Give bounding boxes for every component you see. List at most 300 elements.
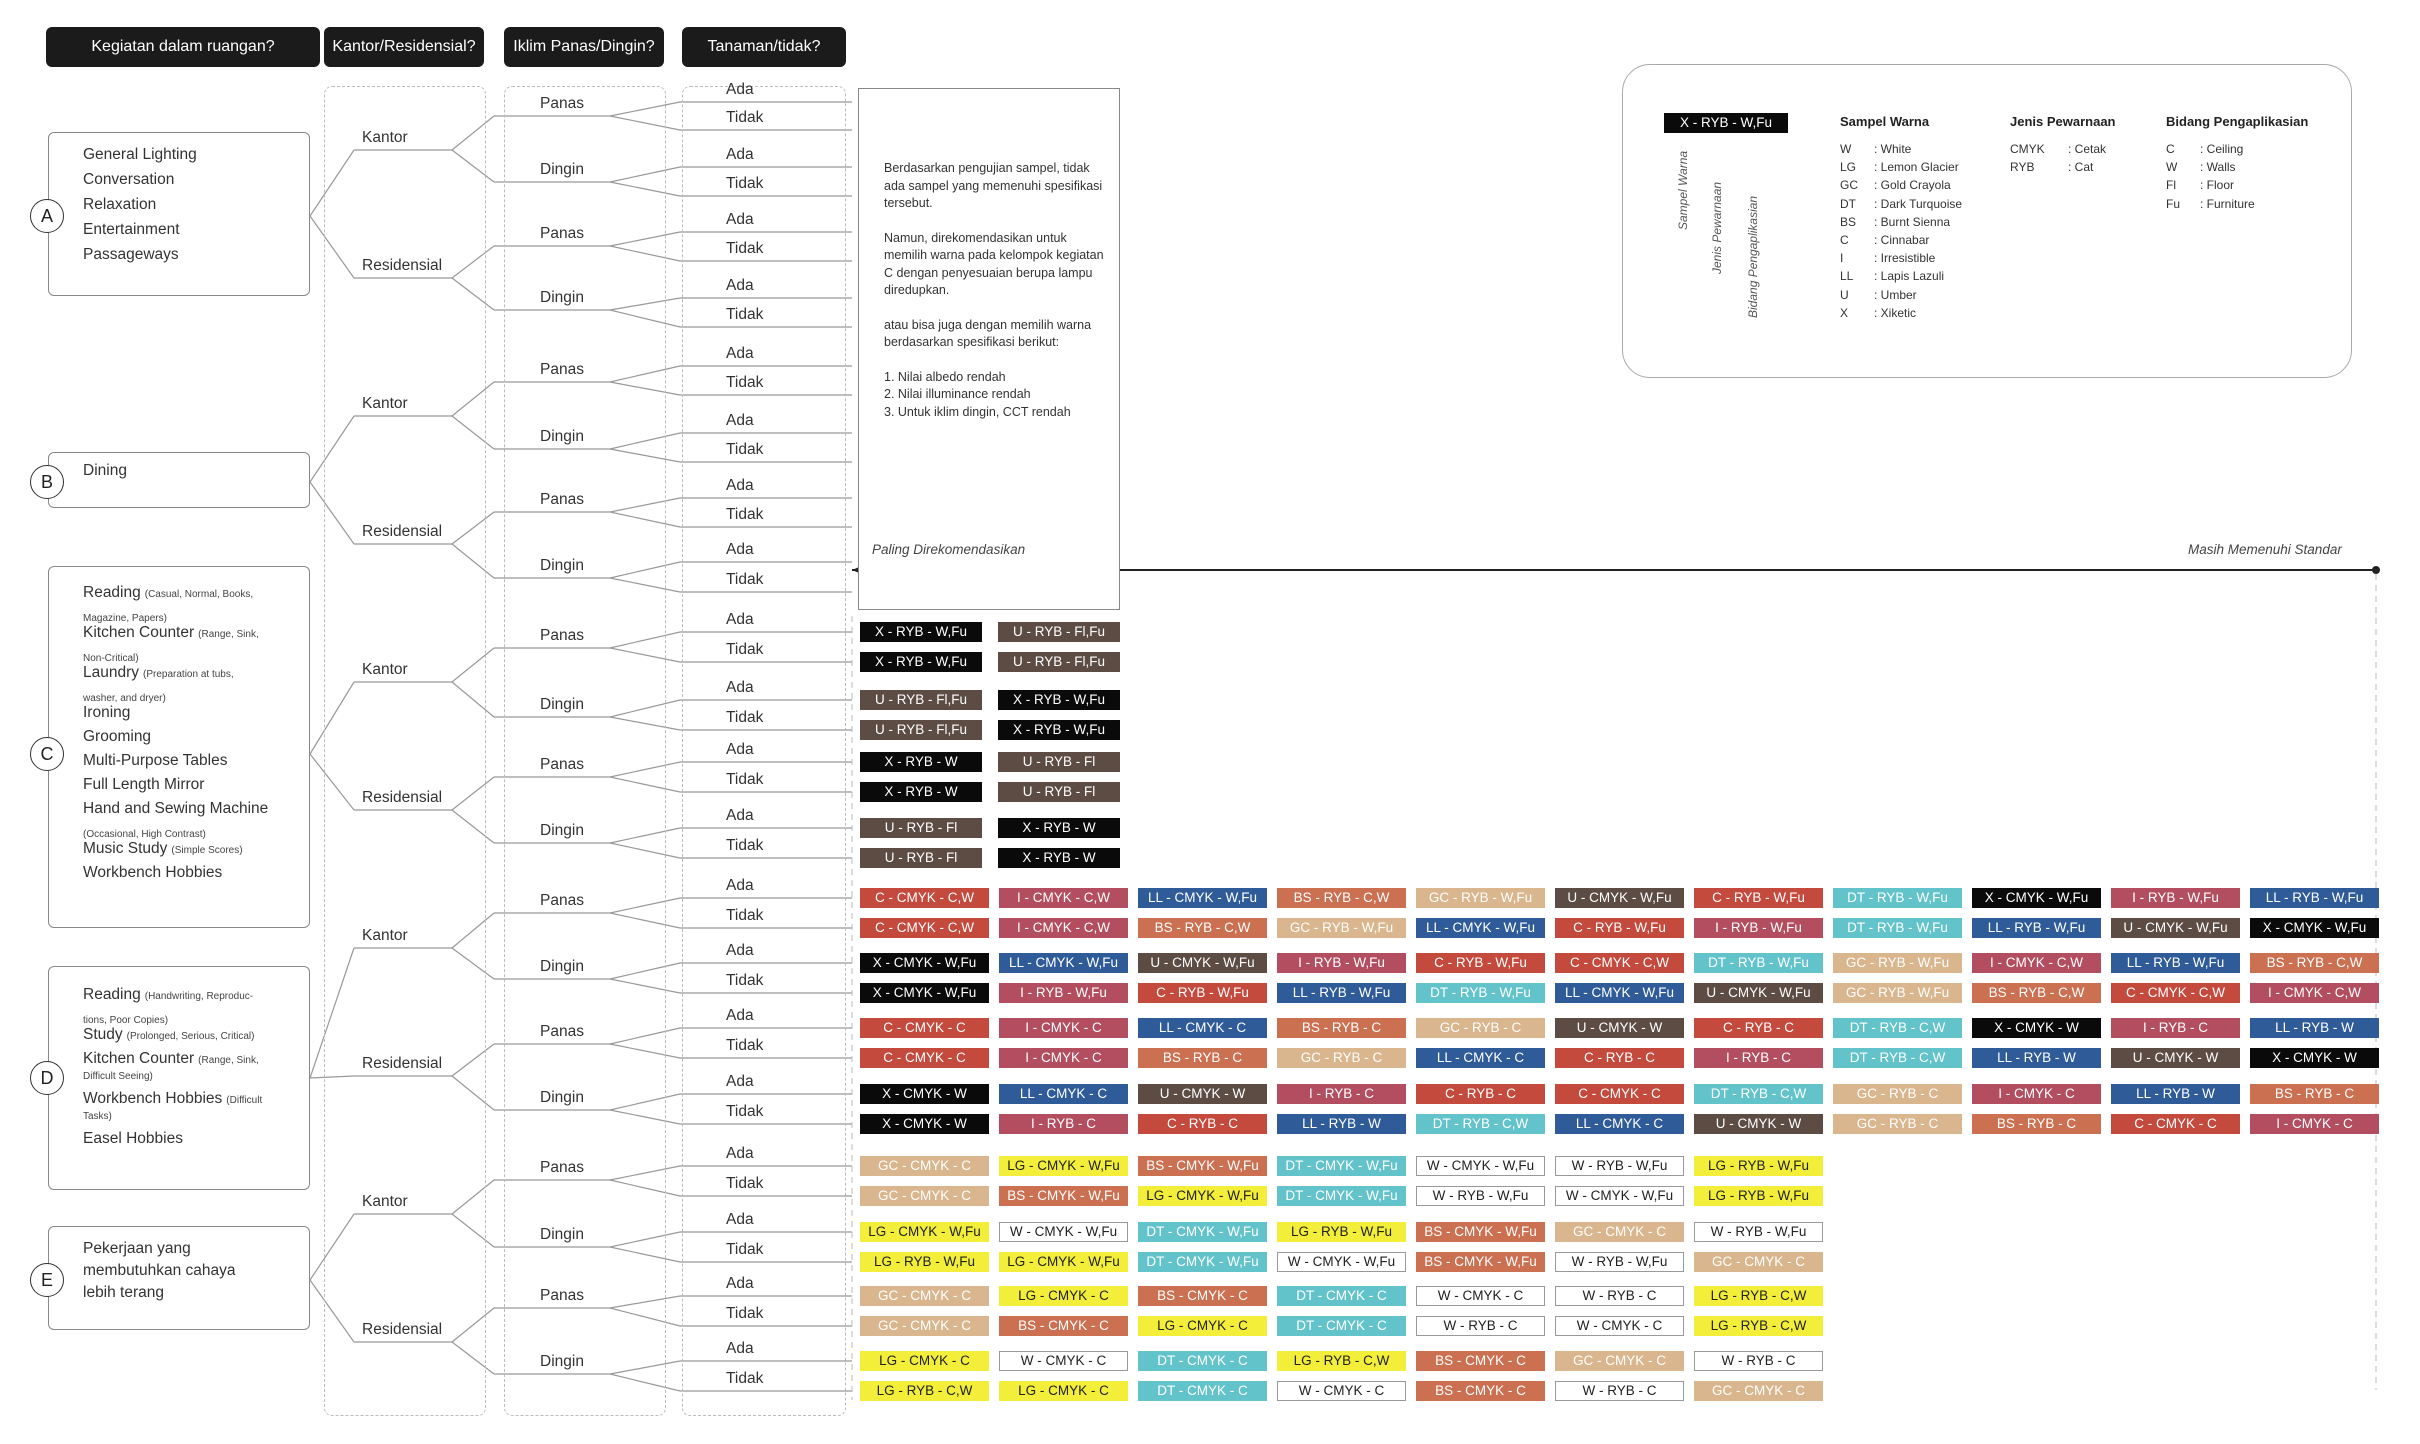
color-sample-chip: DT - RYB - W,Fu — [1416, 983, 1545, 1003]
activity-name: Conversation — [83, 171, 175, 188]
climate-label: Dingin — [540, 1089, 584, 1106]
color-sample-chip: GC - CMYK - C — [1555, 1351, 1684, 1371]
color-sample-chip: LL - RYB - W,Fu — [2111, 953, 2240, 973]
color-sample-chip: W - CMYK - C — [1416, 1286, 1545, 1306]
activity-line — [83, 1240, 191, 1258]
color-sample-chip: LG - CMYK - W,Fu — [999, 1156, 1128, 1176]
legend-meaning: : Dark Turquoise — [1874, 196, 1963, 211]
plant-label: Ada — [726, 541, 754, 558]
color-sample-chip: LL - CMYK - C — [999, 1084, 1128, 1104]
activity-name: Study — [83, 1026, 123, 1043]
dashed-column-4 — [682, 86, 846, 1416]
legend-code: GC — [1840, 178, 1858, 193]
color-sample-chip: U - RYB - Fl — [998, 752, 1120, 772]
activity-name: Hand and Sewing Machine — [83, 800, 269, 817]
activity-detail: washer, and dryer) — [83, 693, 166, 704]
color-sample-chip: DT - RYB - C,W — [1694, 1084, 1823, 1104]
color-sample-chip: W - RYB - C — [1555, 1286, 1684, 1306]
color-sample-chip: LL - RYB - W — [2111, 1084, 2240, 1104]
color-sample-chip: I - RYB - C — [1277, 1084, 1406, 1104]
color-sample-chip: GC - RYB - W,Fu — [1277, 918, 1406, 938]
color-sample-chip: DT - RYB - C,W — [1833, 1048, 1962, 1068]
plant-label: Tidak — [726, 1370, 764, 1387]
activity-detail: Magazine, Papers) — [83, 613, 167, 624]
color-sample-chip: I - CMYK - C — [1972, 1084, 2101, 1104]
plant-label: Ada — [726, 277, 754, 294]
color-sample-chip: LL - CMYK - W,Fu — [1138, 888, 1267, 908]
legend-code: W — [2166, 160, 2178, 175]
color-sample-chip: W - CMYK - C — [1277, 1381, 1406, 1401]
activity-line — [83, 624, 259, 642]
color-sample-chip: LG - RYB - C,W — [860, 1381, 989, 1401]
color-sample-chip: W - RYB - C — [1694, 1351, 1823, 1371]
color-sample-chip: W - CMYK - W,Fu — [1416, 1156, 1545, 1176]
color-sample-chip: C - RYB - W,Fu — [1694, 888, 1823, 908]
color-sample-chip: DT - CMYK - C — [1277, 1286, 1406, 1306]
climate-label: Panas — [540, 1023, 584, 1040]
color-sample-chip: LG - CMYK - W,Fu — [1138, 1186, 1267, 1206]
plant-label: Tidak — [726, 1175, 764, 1192]
climate-label: Panas — [540, 892, 584, 909]
activity-detail: (Occasional, High Contrast) — [83, 829, 206, 840]
color-sample-chip: U - RYB - Fl,Fu — [860, 690, 982, 710]
type-label: Residensial — [362, 523, 443, 540]
activity-name: Reading — [83, 986, 141, 1003]
color-sample-chip: C - CMYK - C — [2111, 1114, 2240, 1134]
plant-label: Ada — [726, 81, 754, 98]
group-box-c — [48, 566, 310, 928]
type-label: Residensial — [362, 257, 443, 274]
color-sample-chip: BS - CMYK - W,Fu — [1416, 1222, 1545, 1242]
color-sample-chip: BS - RYB - C — [1138, 1048, 1267, 1068]
plant-label: Tidak — [726, 506, 764, 523]
activity-line — [83, 462, 127, 480]
note-paragraph: 2. Nilai illuminance rendah — [884, 387, 1031, 401]
color-sample-chip: DT - CMYK - C — [1277, 1316, 1406, 1336]
group-letter-a: A — [30, 199, 64, 233]
color-sample-chip: C - CMYK - C — [1555, 1084, 1684, 1104]
color-sample-chip: LL - CMYK - W,Fu — [1555, 983, 1684, 1003]
color-sample-chip: GC - CMYK - C — [860, 1156, 989, 1176]
arrow-end-dot — [2372, 566, 2380, 574]
plant-label: Ada — [726, 741, 754, 758]
color-sample-chip: BS - CMYK - W,Fu — [1138, 1156, 1267, 1176]
legend-code: RYB — [2010, 160, 2035, 175]
color-sample-chip: C - RYB - C — [1694, 1018, 1823, 1038]
note-paragraph: atau bisa juga dengan memilih warna berdasarkan spesifikasi berikut: — [884, 317, 1092, 349]
legend-section-title: Sampel Warna — [1840, 114, 1930, 129]
color-sample-chip: C - CMYK - C,W — [860, 888, 989, 908]
color-sample-chip: LL - CMYK - W,Fu — [999, 953, 1128, 973]
plant-label: Ada — [726, 679, 754, 696]
color-sample-chip: C - CMYK - C,W — [860, 918, 989, 938]
color-sample-chip: I - RYB - C — [2111, 1018, 2240, 1038]
color-sample-chip: W - RYB - W,Fu — [1555, 1252, 1684, 1272]
climate-label: Dingin — [540, 161, 584, 178]
color-sample-chip: W - RYB - W,Fu — [1694, 1222, 1823, 1242]
color-sample-chip: GC - CMYK - C — [1694, 1252, 1823, 1272]
color-sample-chip: GC - CMYK - C — [860, 1286, 989, 1306]
color-sample-chip: LL - RYB - W — [2250, 1018, 2379, 1038]
activity-name: Entertainment — [83, 221, 180, 238]
color-sample-chip: GC - RYB - C — [1416, 1018, 1545, 1038]
legend-code: LG — [1840, 160, 1857, 175]
type-label: Residensial — [362, 789, 443, 806]
activity-detail: Non-Critical) — [83, 653, 139, 664]
color-sample-chip: X - CMYK - W,Fu — [860, 983, 989, 1003]
color-sample-chip: X - CMYK - W — [860, 1114, 989, 1134]
header-2: Kantor/Residensial? — [324, 27, 484, 67]
activity-name: Pekerjaan yang — [83, 1240, 191, 1257]
color-sample-chip: GC - RYB - W,Fu — [1833, 983, 1962, 1003]
color-sample-chip: I - CMYK - C — [2250, 1114, 2379, 1134]
plant-label: Ada — [726, 611, 754, 628]
legend-meaning: : Irresistible — [1874, 251, 1936, 266]
group-box-b — [48, 452, 310, 508]
color-sample-chip: U - CMYK - W — [1555, 1018, 1684, 1038]
color-sample-chip: BS - CMYK - W,Fu — [999, 1186, 1128, 1206]
activity-detail: Difficult Seeing) — [83, 1071, 153, 1082]
color-sample-chip: DT - CMYK - W,Fu — [1277, 1156, 1406, 1176]
color-sample-chip: LL - CMYK - C — [1138, 1018, 1267, 1038]
dashed-column-2 — [324, 86, 486, 1416]
legend-meaning: : Ceiling — [2200, 142, 2244, 156]
color-sample-chip: GC - CMYK - C — [1555, 1222, 1684, 1242]
plant-label: Tidak — [726, 571, 764, 588]
color-sample-chip: LL - CMYK - W,Fu — [1416, 918, 1545, 938]
color-sample-chip: W - CMYK - W,Fu — [1277, 1252, 1406, 1272]
color-sample-chip: GC - RYB - W,Fu — [1833, 953, 1962, 973]
legend-meaning: : White — [1874, 142, 1912, 156]
color-sample-chip: X - RYB - W — [860, 782, 982, 802]
color-sample-chip: W - CMYK - C — [999, 1351, 1128, 1371]
activity-line — [83, 728, 151, 746]
legend-section-title: Bidang Pengaplikasian — [2166, 114, 2309, 129]
type-label: Residensial — [362, 1055, 443, 1072]
activity-name: Easel Hobbies — [83, 1130, 183, 1147]
header-3: Iklim Panas/Dingin? — [504, 27, 664, 67]
color-sample-chip: DT - RYB - W,Fu — [1833, 888, 1962, 908]
activity-line — [83, 986, 253, 1004]
color-sample-chip: W - CMYK - W,Fu — [1555, 1186, 1684, 1206]
color-sample-chip: BS - CMYK - C — [1416, 1351, 1545, 1371]
color-sample-chip: I - RYB - W,Fu — [1694, 918, 1823, 938]
legend-meaning: : Walls — [2200, 160, 2236, 175]
activity-name: Relaxation — [83, 196, 157, 213]
legend-code: DT — [1840, 196, 1856, 211]
color-sample-chip: C - RYB - C — [1138, 1114, 1267, 1134]
plant-label: Ada — [726, 146, 754, 163]
color-sample-chip: LG - CMYK - C — [999, 1381, 1128, 1401]
climate-label: Panas — [540, 95, 584, 112]
color-sample-chip: DT - RYB - C,W — [1416, 1114, 1545, 1134]
activity-line — [83, 1262, 236, 1280]
color-sample-chip: X - CMYK - W — [860, 1084, 989, 1104]
legend-code: C — [1840, 233, 1849, 247]
climate-label: Panas — [540, 756, 584, 773]
activity-name: Full Length Mirror — [83, 776, 205, 793]
plant-label: Ada — [726, 1340, 754, 1357]
plant-label: Tidak — [726, 374, 764, 391]
plant-label: Ada — [726, 345, 754, 362]
dashed-column-3 — [504, 86, 666, 1416]
color-sample-chip: DT - CMYK - C — [1138, 1351, 1267, 1371]
legend-meaning: : Gold Crayola — [1874, 178, 1951, 193]
activity-line — [83, 584, 253, 602]
color-sample-chip: X - CMYK - W,Fu — [860, 953, 989, 973]
legend-vertical-label: Sampel Warna — [1676, 150, 1690, 230]
color-sample-chip: GC - RYB - W,Fu — [1416, 888, 1545, 908]
color-sample-chip: DT - CMYK - W,Fu — [1138, 1222, 1267, 1242]
climate-label: Dingin — [540, 557, 584, 574]
color-sample-chip: I - CMYK - C — [999, 1018, 1128, 1038]
activity-name: Laundry — [83, 664, 140, 681]
color-sample-chip: LG - RYB - C,W — [1277, 1351, 1406, 1371]
color-sample-chip: DT - CMYK - W,Fu — [1138, 1252, 1267, 1272]
color-sample-chip: C - RYB - W,Fu — [1138, 983, 1267, 1003]
climate-label: Dingin — [540, 1353, 584, 1370]
activity-line — [83, 146, 197, 164]
color-sample-chip: C - CMYK - C,W — [2111, 983, 2240, 1003]
color-sample-chip: W - RYB - C — [1555, 1381, 1684, 1401]
color-sample-chip: BS - RYB - C,W — [2250, 953, 2379, 973]
activity-detail: tions, Poor Copies) — [83, 1015, 169, 1026]
color-sample-chip: LL - CMYK - C — [1555, 1114, 1684, 1134]
color-sample-chip: BS - RYB - C,W — [1972, 983, 2101, 1003]
color-sample-chip: U - CMYK - W,Fu — [1555, 888, 1684, 908]
color-sample-chip: U - RYB - Fl,Fu — [860, 720, 982, 740]
legend-meaning: : Lemon Glacier — [1874, 160, 1959, 175]
activity-detail: (Handwriting, Reproduc- — [144, 991, 254, 1002]
activity-name: Reading — [83, 584, 141, 601]
color-sample-chip: U - CMYK - W — [2111, 1048, 2240, 1068]
climate-label: Panas — [540, 1159, 584, 1176]
activity-line — [83, 1066, 153, 1084]
arrow-label-right: Masih Memenuhi Standar — [2188, 542, 2342, 557]
legend-code: BS — [1840, 214, 1857, 229]
group-letter-c: C — [30, 737, 64, 771]
type-label: Kantor — [362, 927, 408, 944]
color-sample-chip: GC - CMYK - C — [860, 1316, 989, 1336]
color-sample-chip: I - RYB - C — [999, 1114, 1128, 1134]
color-sample-chip: LL - RYB - W — [1972, 1048, 2101, 1068]
plant-label: Tidak — [726, 907, 764, 924]
color-sample-chip: DT - CMYK - W,Fu — [1277, 1186, 1406, 1206]
activity-line — [83, 246, 179, 264]
color-sample-chip: X - CMYK - W,Fu — [2250, 918, 2379, 938]
activity-line — [83, 221, 180, 239]
legend-code: U — [1840, 287, 1849, 302]
color-sample-chip: U - CMYK - W,Fu — [1138, 953, 1267, 973]
legend-meaning: : Xiketic — [1874, 305, 1917, 320]
climate-label: Dingin — [540, 428, 584, 445]
climate-label: Panas — [540, 491, 584, 508]
plant-label: Ada — [726, 1275, 754, 1292]
color-sample-chip: X - RYB - W — [998, 848, 1120, 868]
plant-label: Tidak — [726, 1103, 764, 1120]
legend-code: Fl — [2166, 178, 2176, 193]
plant-label: Tidak — [726, 641, 764, 658]
legend-meaning: : Cetak — [2068, 142, 2107, 156]
note-text — [884, 160, 1104, 421]
climate-label: Dingin — [540, 289, 584, 306]
activity-line — [83, 196, 156, 214]
climate-label: Dingin — [540, 696, 584, 713]
plant-label: Tidak — [726, 837, 764, 854]
plant-label: Ada — [726, 1145, 754, 1162]
type-label: Kantor — [362, 661, 408, 678]
color-sample-chip: LL - CMYK - C — [1416, 1048, 1545, 1068]
color-sample-chip: GC - RYB - C — [1833, 1084, 1962, 1104]
color-sample-chip: X - CMYK - W,Fu — [1972, 888, 2101, 908]
climate-label: Dingin — [540, 958, 584, 975]
group-letter-d: D — [30, 1061, 64, 1095]
color-sample-chip: C - CMYK - C,W — [1555, 953, 1684, 973]
color-sample-chip: LG - RYB - C,W — [1694, 1316, 1823, 1336]
plant-label: Tidak — [726, 441, 764, 458]
color-sample-chip: LG - CMYK - W,Fu — [860, 1222, 989, 1242]
plant-label: Ada — [726, 1073, 754, 1090]
plant-label: Ada — [726, 1211, 754, 1228]
color-sample-chip: U - CMYK - W — [1694, 1114, 1823, 1134]
note-paragraph: 3. Untuk iklim dingin, CCT rendah — [884, 404, 1071, 419]
legend-section-title: Jenis Pewarnaan — [2010, 114, 2116, 129]
color-sample-chip: DT - CMYK - C — [1138, 1381, 1267, 1401]
activity-name: Workbench Hobbies — [83, 864, 223, 881]
color-sample-chip: I - RYB - W,Fu — [2111, 888, 2240, 908]
color-sample-chip: C - RYB - W,Fu — [1555, 918, 1684, 938]
color-sample-chip: X - RYB - W,Fu — [860, 652, 982, 672]
legend-code: Fu — [2166, 196, 2181, 211]
activity-name: Ironing — [83, 704, 131, 721]
color-sample-chip: U - RYB - Fl,Fu — [998, 622, 1120, 642]
activity-line — [83, 752, 227, 770]
color-sample-chip: LG - CMYK - C — [999, 1286, 1128, 1306]
climate-label: Dingin — [540, 822, 584, 839]
color-sample-chip: C - RYB - W,Fu — [1416, 953, 1545, 973]
plant-label: Tidak — [726, 771, 764, 788]
activity-name: Kitchen Counter — [83, 1050, 195, 1067]
color-sample-chip: LG - CMYK - C — [860, 1351, 989, 1371]
color-sample-chip: C - RYB - C — [1555, 1048, 1684, 1068]
color-sample-chip: X - CMYK - W — [1972, 1018, 2101, 1038]
color-sample-chip: DT - RYB - W,Fu — [1833, 918, 1962, 938]
plant-label: Tidak — [726, 240, 764, 257]
activity-line — [83, 1130, 183, 1148]
color-sample-chip: BS - RYB - C — [1277, 1018, 1406, 1038]
activity-line — [83, 704, 130, 722]
color-sample-chip: X - RYB - W — [860, 752, 982, 772]
type-label: Kantor — [362, 395, 408, 412]
color-sample-chip: U - RYB - Fl,Fu — [998, 652, 1120, 672]
color-sample-chip: I - CMYK - C,W — [999, 918, 1128, 938]
plant-label: Ada — [726, 942, 754, 959]
plant-label: Tidak — [726, 1241, 764, 1258]
legend-code: CMYK — [2010, 142, 2045, 156]
legend-meaning: : Lapis Lazuli — [1874, 269, 1945, 284]
color-sample-chip: I - RYB - W,Fu — [1277, 953, 1406, 973]
plant-label: Ada — [726, 477, 754, 494]
plant-label: Tidak — [726, 1037, 764, 1054]
note-paragraph: 1. Nilai albedo rendah — [884, 369, 1006, 384]
plant-label: Tidak — [726, 175, 764, 192]
activity-name: membutuhkan cahaya — [83, 1262, 236, 1279]
plant-label: Tidak — [726, 709, 764, 726]
color-sample-chip: LG - CMYK - C — [1138, 1316, 1267, 1336]
activity-line — [83, 840, 243, 858]
legend-vertical-label: Jenis Pewarnaan — [1710, 181, 1724, 274]
activity-name: General Lighting — [83, 146, 197, 163]
type-label: Residensial — [362, 1321, 443, 1338]
color-sample-chip: GC - RYB - C — [1277, 1048, 1406, 1068]
color-sample-chip: BS - RYB - C,W — [1138, 918, 1267, 938]
activity-line — [83, 1106, 112, 1124]
activity-detail: (Casual, Normal, Books, — [144, 589, 254, 600]
activity-name: Workbench Hobbies — [83, 1090, 223, 1107]
color-sample-chip: BS - CMYK - W,Fu — [1416, 1252, 1545, 1272]
color-sample-chip: BS - RYB - C,W — [1277, 888, 1406, 908]
color-sample-chip: W - RYB - W,Fu — [1555, 1156, 1684, 1176]
activity-detail: (Prolonged, Serious, Critical) — [126, 1031, 255, 1042]
color-sample-chip: LG - RYB - W,Fu — [1694, 1186, 1823, 1206]
legend-code: W — [1840, 142, 1852, 156]
color-sample-chip: GC - CMYK - C — [860, 1186, 989, 1206]
color-sample-chip: BS - CMYK - C — [1416, 1381, 1545, 1401]
color-sample-chip: DT - RYB - C,W — [1833, 1018, 1962, 1038]
group-box-a — [48, 132, 310, 296]
legend-code: I — [1840, 251, 1844, 266]
color-sample-chip: LG - RYB - W,Fu — [1694, 1156, 1823, 1176]
color-sample-chip: U - CMYK - W — [1138, 1084, 1267, 1104]
color-sample-chip: LL - RYB - W,Fu — [1972, 918, 2101, 938]
color-sample-chip: I - RYB - C — [1694, 1048, 1823, 1068]
activity-detail: Tasks) — [83, 1111, 112, 1122]
color-sample-chip: X - RYB - W,Fu — [998, 690, 1120, 710]
header-1: Kegiatan dalam ruangan? — [46, 27, 320, 67]
plant-label: Tidak — [726, 109, 764, 126]
climate-label: Panas — [540, 627, 584, 644]
color-sample-chip: I - RYB - W,Fu — [999, 983, 1128, 1003]
color-sample-chip: BS - RYB - C — [2250, 1084, 2379, 1104]
legend-meaning: : Cat — [2068, 160, 2094, 175]
legend-box — [1622, 64, 2352, 378]
legend-code: C — [2166, 142, 2175, 156]
activity-line — [83, 1284, 164, 1302]
activity-detail: (Range, Sink, — [198, 1055, 259, 1066]
color-sample-chip: BS - RYB - C — [1972, 1114, 2101, 1134]
type-label: Kantor — [362, 1193, 408, 1210]
color-sample-chip: DT - RYB - W,Fu — [1694, 953, 1823, 973]
color-sample-chip: C - CMYK - C — [860, 1048, 989, 1068]
climate-label: Panas — [540, 1287, 584, 1304]
color-sample-chip: W - CMYK - W,Fu — [999, 1222, 1128, 1242]
color-sample-chip: X - RYB - W,Fu — [998, 720, 1120, 740]
group-box-e — [48, 1226, 310, 1330]
color-sample-chip: W - RYB - C — [1416, 1316, 1545, 1336]
legend-example-chip: X - RYB - W,Fu — [1664, 113, 1788, 133]
color-sample-chip: X - RYB - W,Fu — [860, 622, 982, 642]
color-sample-chip: GC - RYB - C — [1833, 1114, 1962, 1134]
activity-detail: (Range, Sink, — [198, 629, 259, 640]
legend-meaning: : Cinnabar — [1874, 233, 1930, 247]
activity-name: lebih terang — [83, 1284, 165, 1301]
activity-name: Dining — [83, 462, 127, 479]
climate-label: Dingin — [540, 1226, 584, 1243]
color-sample-chip: U - CMYK - W,Fu — [2111, 918, 2240, 938]
plant-label: Tidak — [726, 306, 764, 323]
activity-name: Music Study — [83, 840, 168, 857]
plant-label: Ada — [726, 412, 754, 429]
